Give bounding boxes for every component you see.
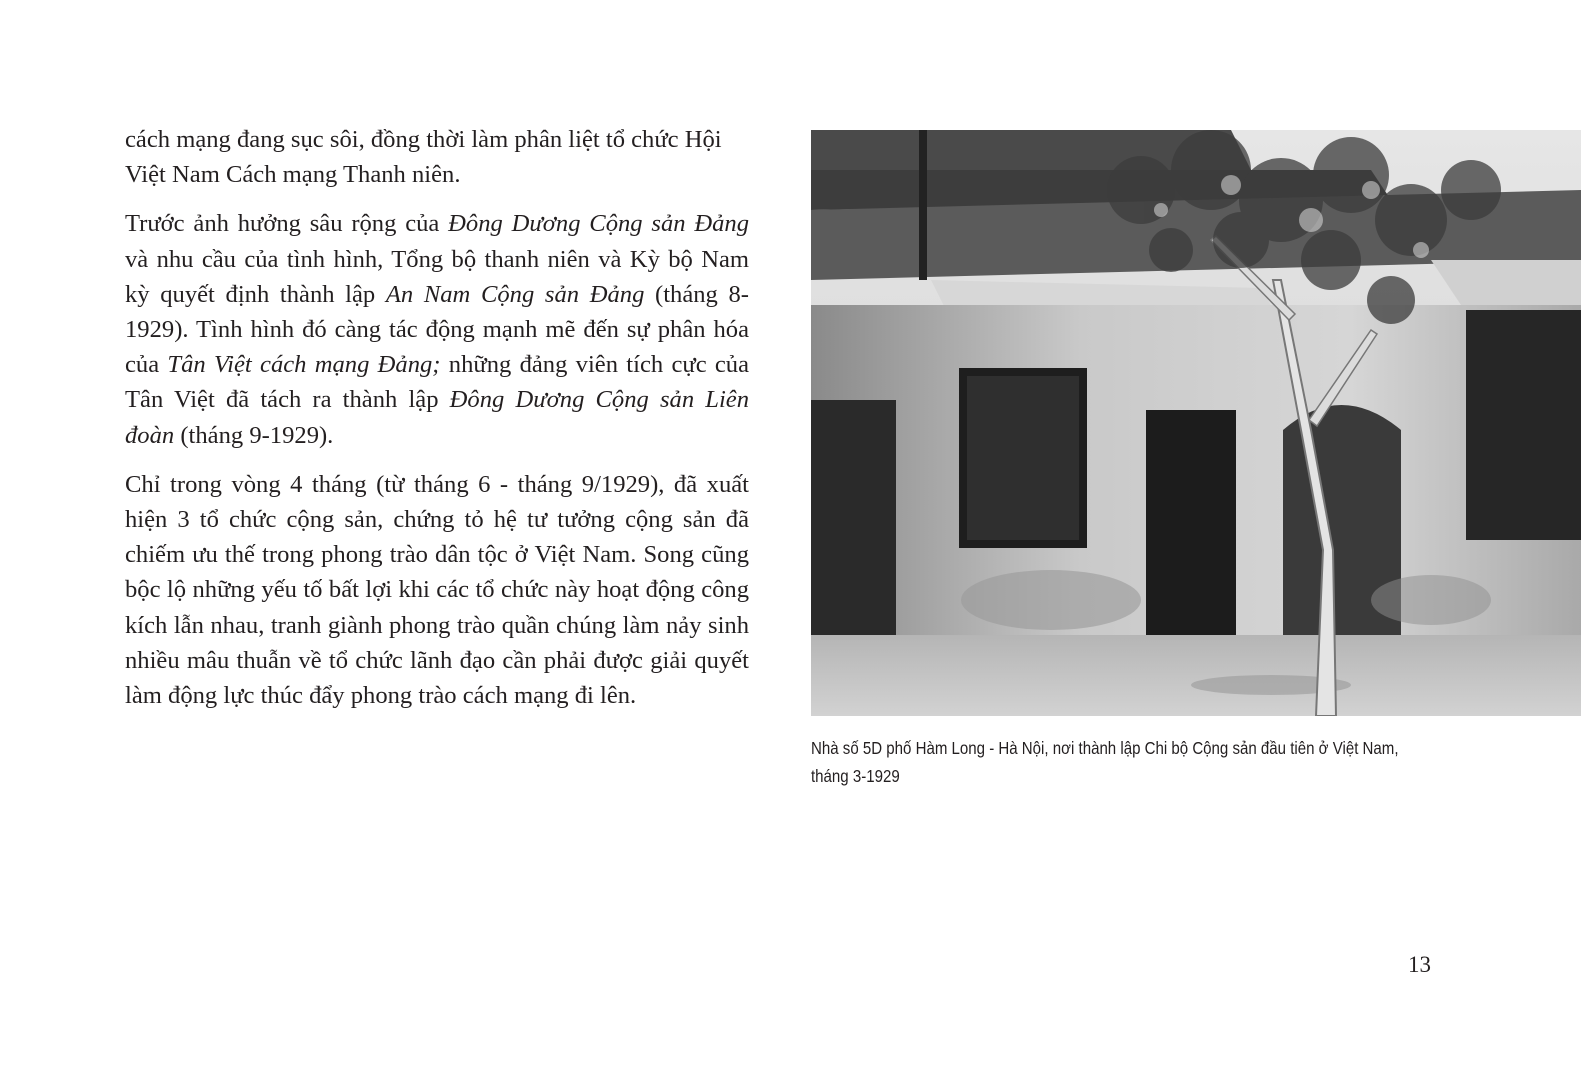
paragraph-2-text-2: và nhu cầu của tình hình, Tổng bộ thanh niên và Kỳ bộ Nam kỳ quyết định thành lập [125, 245, 749, 308]
photo-caption-line-1: Nhà số 5D phố Hàm Long - Hà Nội, nơi thành lập Chi bộ Cộng sản đầu tiên ở Việt Nam, [811, 738, 1399, 758]
paragraph-1-text: cách mạng đang sục sôi, đồng thời làm phân liệt tổ chức Hội Việt Nam Cách mạng Thanh niên. [125, 126, 722, 189]
paragraph-1 [125, 122, 749, 192]
house-photo-illustration [811, 130, 1581, 716]
page-number: 13 [1408, 952, 1431, 977]
photo-caption-line-2: tháng 3-1929 [811, 766, 900, 786]
paragraph-2-text-5: (tháng 9-1929). [174, 421, 334, 449]
paragraph-2-italic-3: Tân Việt cách mạng Đảng; [167, 351, 441, 379]
paragraph-2-text-3: (tháng 8-1929). Tình hình đó càng tác động mạnh mẽ đến sự phân hóa của [125, 280, 749, 379]
paragraph-2-italic-4: Đông Dương Cộng sản Liên đoàn [125, 386, 749, 449]
paragraph-2 [125, 206, 749, 452]
body-text [125, 122, 749, 727]
photo-caption [811, 734, 1399, 790]
paragraph-2-text-4: những đảng viên tích cực của Tân Việt đã tách ra thành lập [125, 351, 750, 414]
paragraph-2-italic-2: An Nam Cộng sản Đảng [385, 280, 645, 308]
paragraph-2-italic-1: Đông Dương Cộng sản Đảng [448, 210, 750, 238]
paragraph-3 [125, 467, 749, 713]
paragraph-3-text: Chỉ trong vòng 4 tháng (từ tháng 6 - tháng 9/1929), đã xuất hiện 3 tổ chức cộng sản, chứng tỏ hệ tư tưởng cộng sản đã chiếm ưu thế trong phong trào dân tộc ở Việt Nam. Song cũng bộc lộ những yếu tố bất lợi khi các tổ chức này hoạt động công kích lẫn nhau, tranh giành phong trào quần chúng làm nảy sinh nhiều mâu thuẫn về tổ chức lãnh đạo cần phải được giải quyết làm động lực thúc đẩy phong trào cách mạng đi lên. [125, 470, 749, 710]
historic-house-photo [811, 130, 1581, 716]
paragraph-2-text-1: Trước ảnh hưởng sâu rộng của [125, 210, 449, 238]
